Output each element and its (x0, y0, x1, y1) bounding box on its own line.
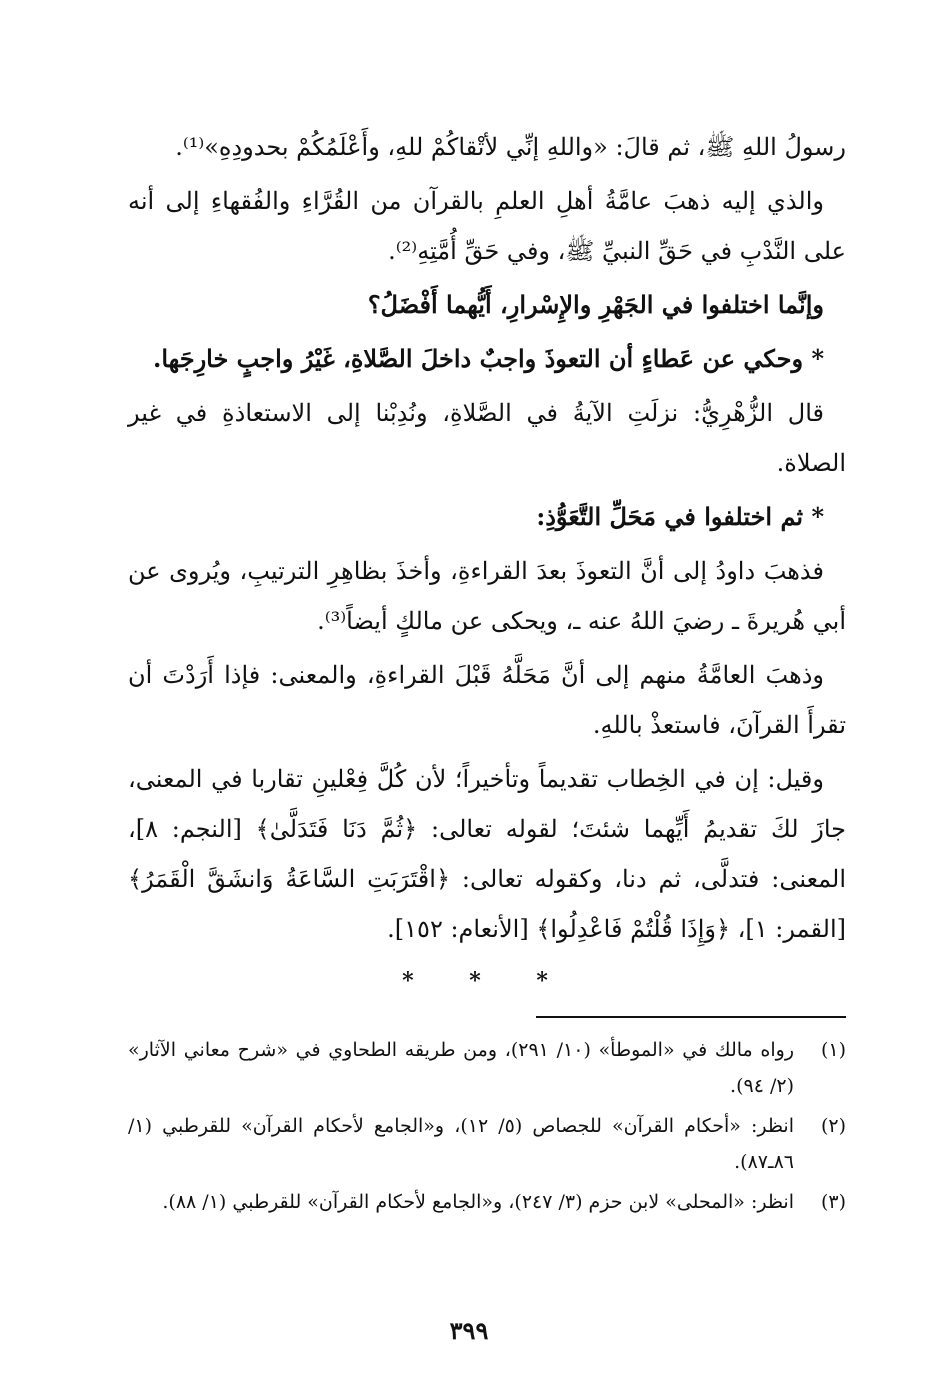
paragraph-1: رسولُ اللهِ ﷺ، ثم قالَ: «واللهِ إنِّي لأتْقاكُمْ للهِ، وأَعْلَمُكُمْ بحدودِهِ»⁽¹⁾. (175, 133, 846, 161)
footnote-text: رواه مالك في «الموطأ» (١٠/ ٢٩١)، ومن طريقه الطحاوي في «شرح معاني الآثار» (٢/ ٩٤). (128, 1039, 794, 1097)
page-body (128, 122, 846, 1224)
footnote-number: (٣) (820, 1191, 846, 1213)
paragraph-dawud: فذهبَ داودُ إلى أنَّ التعوذَ بعدَ القراءةِ، وأخذَ بظاهِرِ الترتيبِ، ويُروى عن أبي هُريرةَ ـ رضيَ اللهُ عنه ـ، ويحكى عن مالكٍ أيضاً⁽³⁾. (128, 557, 846, 635)
footnote-3 (128, 1184, 846, 1220)
section-separator: * * * (402, 968, 572, 994)
footnote-1 (128, 1032, 846, 1104)
paragraph-zuhri: قال الزُّهْرِيُّ: نزلَتِ الآيةُ في الصَّلاةِ، ونُدِبْنا إلى الاستعاذةِ في غير الصلاة. (128, 399, 846, 477)
footnote-text: انظر: «أحكام القرآن» للجصاص (٥/ ١٢)، و«الجامع لأحكام القرآن» للقرطبي (١/ ٨٦ـ٨٧). (128, 1115, 794, 1173)
page-number: ٣٩٩ (449, 1316, 489, 1345)
footnote-text: انظر: «المحلى» لابن حزم (٣/ ٢٤٧)، و«الجامع لأحكام القرآن» للقرطبي (١/ ٨٨). (162, 1191, 794, 1213)
paragraph-2: والذي إليه ذهبَ عامَّةُ أهلِ العلمِ بالقرآن من القُرَّاءِ والفُقهاءِ إلى أنه على النَّدْبِ في حَقِّ النبيِّ ﷺ، وفي حَقِّ أُمَّتِهِ⁽²⁾. (128, 187, 846, 265)
paragraph-qila: وقيل: إن في الخِطاب تقديماً وتأخيراً؛ لأن كُلَّ فِعْلينِ تقاربا في المعنى، جازَ لكَ تقديمُ أَيِّهما شئتَ؛ لقوله تعالى: ﴿ثُمَّ دَنَا فَتَدَلَّىٰ﴾ [النجم: ٨]، المعنى: فتدلَّى، ثم دنا، وكقوله تعالى: ﴿اقْتَرَبَتِ السَّاعَةُ وَانشَقَّ الْقَمَرُ﴾ [القمر: ١]، ﴿وَإِذَا قُلْتُمْ فَاعْدِلُوا﴾ [الأنعام: ١٥٢]. (128, 765, 846, 943)
heading-mahal: * ثم اختلفوا في مَحَلِّ التَّعَوُّذِ: (536, 502, 824, 531)
heading-ata: * وحكي عن عَطاءٍ أن التعوذَ واجبٌ داخلَ الصَّلاةِ، غَيْرُ واجبٍ خارِجَها. (153, 344, 824, 373)
footnote-2 (128, 1108, 846, 1180)
heading-jahr-israr: وإنَّما اختلفوا في الجَهْرِ والإِسْرارِ، أَيُّهما أَفْضَلُ؟ (367, 290, 824, 319)
footnote-number: (١) (820, 1039, 846, 1061)
footnote-number: (٢) (820, 1115, 846, 1137)
paragraph-amma: وذهبَ العامَّةُ منهم إلى أنَّ مَحَلَّهُ قَبْلَ القراءةِ، والمعنى: فإذا أَرَدْتَ أن تقرأَ القرآنَ، فاستعذْ باللهِ. (128, 661, 846, 739)
footnote-divider (536, 1016, 846, 1018)
